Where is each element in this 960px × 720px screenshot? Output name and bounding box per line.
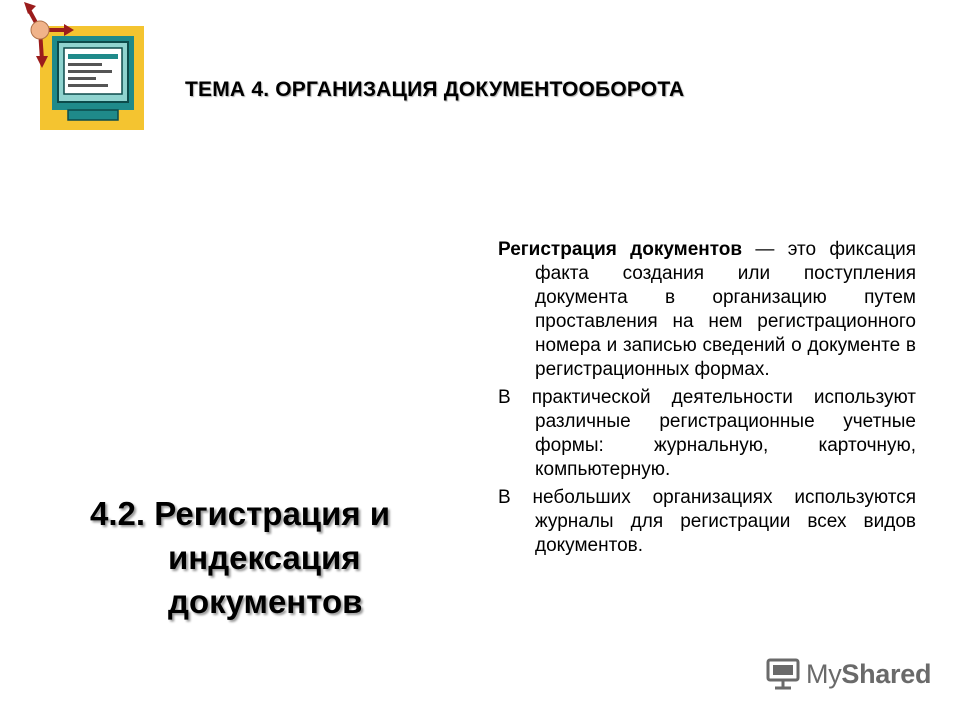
definition-rest: — это фиксация факта создания или поступления документа в организацию путем проставления на нем регистрационного номера и записью сведений о документе в регистрационных формах. (535, 239, 917, 380)
section-heading-line-1: 4.2. Регистрация и (90, 495, 391, 532)
myshared-watermark (766, 654, 931, 694)
section-heading (90, 492, 450, 624)
presentation-board-icon (766, 657, 800, 691)
paragraph-registration-definition (498, 238, 916, 382)
paragraph-practice: В практической деятельности используют различные регистрационные учетные формы: журнальную, карточную, компьютерную. (498, 387, 916, 480)
paragraph-small-organizations: В небольших организациях используются журналы для регистрации всех видов документов. (498, 487, 916, 556)
definition-text-block (498, 238, 916, 562)
computer-logo-icon (22, 0, 152, 140)
section-heading-line-3: документов (168, 583, 363, 620)
section-heading-line-2: индексация (168, 539, 361, 576)
term-registration: Регистрация документов (498, 239, 743, 260)
page-title: ТЕМА 4. ОРГАНИЗАЦИЯ ДОКУМЕНТООБОРОТА (185, 78, 685, 101)
watermark-label: MyShared (806, 658, 932, 689)
